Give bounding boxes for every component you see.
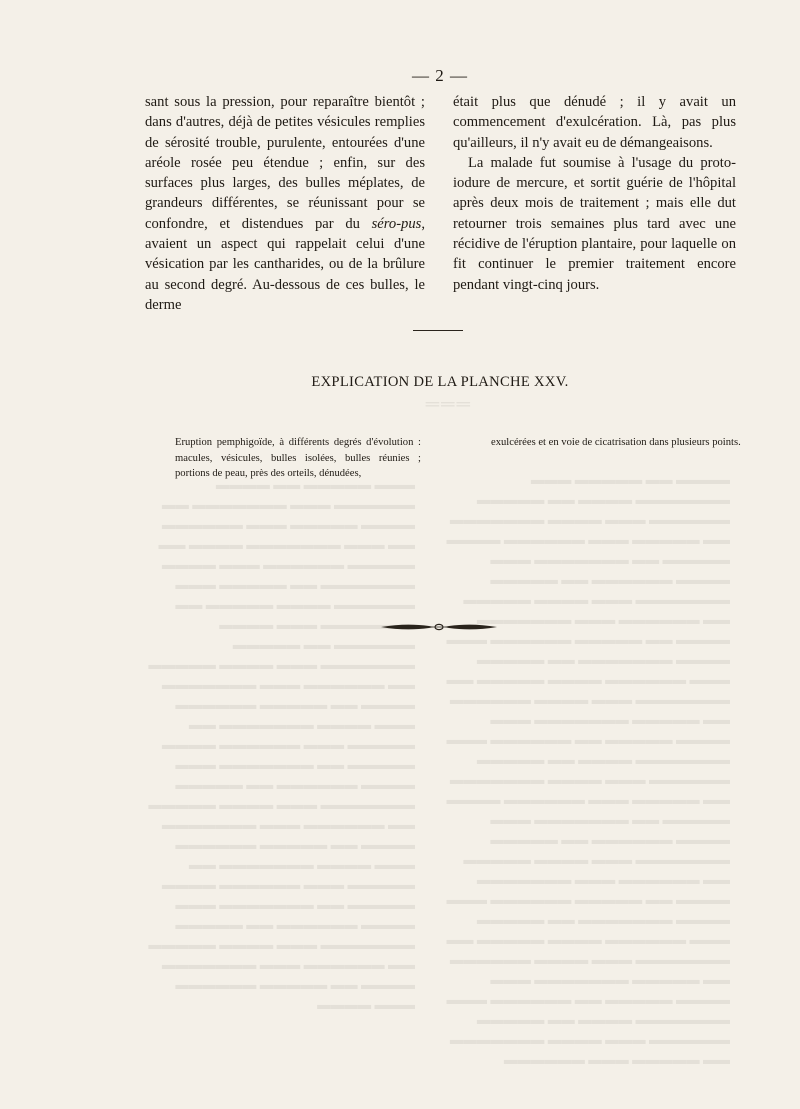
plate-explanation-left: [175, 435, 421, 482]
body-paragraph: sant sous la pression, pour reparaître bientôt ; dans d'autres, déjà de petites vésicules remplies de sérosité trouble, purulente, entourées d'une aréole rosée peu étendue ; enfin, sur des surfaces plus larges, des bulles méplates, de grandeurs différentes, se réunissant pour se confondre, et distendues par du séro-pus, avaient un aspect qui rappelait celui d'une vésication par les cantharides, ou de la brûlure au second degré. Au-dessous de ces bulles, le derme: [145, 94, 425, 313]
body-paragraph: était plus que dénudé ; il y avait un commencement d'exulcération. Là, pas plus qu'ailleurs, il n'y avait eu de démangeaisons.: [453, 94, 736, 151]
section-divider: [413, 330, 463, 331]
plate-heading: EXPLICATION DE LA PLANCHE XXV.: [311, 374, 569, 390]
plate-explanation-text: Eruption pemphigoïde, à différents degrés d'évolution : macules, vésicules, bulles isolées, bulles réunies ; portions de peau, près des orteils, dénudées,: [175, 437, 421, 479]
show-through-decoration: ═══: [423, 394, 470, 415]
ornament-flourish: [379, 618, 499, 636]
show-through-decoration: ▬▬▬ ▬▬▬▬▬ ▬▬ ▬▬▬▬ ▬▬▬▬▬▬ ▬▬▬ ▬▬▬▬▬▬▬ ▬▬ ▬▬▬▬ ▬▬▬▬▬ ▬▬▬ ▬▬▬▬▬▬ ▬▬ ▬▬▬ ▬▬▬▬▬▬▬ ▬▬▬▬ ▬▬ ▬▬▬▬▬ ▬▬▬▬▬▬ ▬▬▬ ▬▬▬▬ ▬▬▬▬▬▬▬ ▬▬ ▬▬▬▬▬ ▬▬▬ ▬▬▬▬▬▬ ▬▬▬▬ ▬▬▬▬▬ ▬▬ ▬▬▬▬▬▬▬ ▬▬▬ ▬▬▬▬ ▬▬▬▬▬▬ ▬▬ ▬▬▬▬▬ ▬▬▬▬▬▬▬ ▬▬▬ ▬▬▬▬ ▬▬▬▬▬ ▬▬ ▬▬▬▬▬▬ ▬▬▬ ▬▬▬▬▬▬▬ ▬▬▬▬ ▬▬ ▬▬▬▬▬ ▬▬▬▬▬▬ ▬▬▬ ▬▬▬▬ ▬▬▬▬▬▬▬ ▬▬ ▬▬▬▬▬ ▬▬▬ ▬▬▬▬▬▬ ▬▬▬▬ ▬▬▬▬▬ ▬▬ ▬▬▬▬▬▬▬ ▬▬▬ ▬▬▬▬ ▬▬▬▬▬▬ ▬▬ ▬▬▬▬▬ ▬▬▬▬▬▬▬ ▬▬▬ ▬▬▬▬ ▬▬▬▬▬ ▬▬ ▬▬▬▬▬▬ ▬▬▬ ▬▬▬▬▬▬▬ ▬▬▬▬ ▬▬ ▬▬▬▬▬ ▬▬▬▬▬▬ ▬▬▬ ▬▬▬▬ ▬▬▬▬▬▬▬ ▬▬ ▬▬▬▬▬ ▬▬▬ ▬▬▬▬▬▬ ▬▬▬▬ ▬▬▬▬▬ ▬▬ ▬▬▬▬▬▬▬ ▬▬▬ ▬▬▬▬ ▬▬▬▬▬▬ ▬▬ ▬▬▬▬▬ ▬▬▬▬▬▬▬ ▬▬▬ ▬▬▬▬ ▬▬▬▬▬ ▬▬ ▬▬▬▬▬▬ ▬▬▬ ▬▬▬▬▬▬▬ ▬▬▬▬ ▬▬ ▬▬▬▬▬ ▬▬▬▬▬▬ ▬▬▬ ▬▬▬▬: [148, 477, 415, 1012]
body-column-right: [453, 92, 736, 295]
page-number: — 2 —: [412, 66, 468, 85]
plate-explanation-right: [491, 435, 741, 451]
body-column-left: [145, 92, 425, 315]
show-through-decoration: ▬▬▬▬ ▬▬ ▬▬▬▬▬ ▬▬▬ ▬▬▬▬▬▬▬ ▬▬▬▬ ▬▬ ▬▬▬▬▬ ▬▬▬▬▬▬ ▬▬▬ ▬▬▬▬ ▬▬▬▬▬▬▬ ▬▬ ▬▬▬▬▬ ▬▬▬ ▬▬▬▬▬▬ ▬▬▬▬ ▬▬▬▬▬ ▬▬ ▬▬▬▬▬▬▬ ▬▬▬ ▬▬▬▬ ▬▬▬▬▬▬ ▬▬ ▬▬▬▬▬ ▬▬▬▬▬▬▬ ▬▬▬ ▬▬▬▬ ▬▬▬▬▬ ▬▬ ▬▬▬▬▬▬ ▬▬▬ ▬▬▬▬▬▬▬ ▬▬▬▬ ▬▬ ▬▬▬▬▬ ▬▬▬▬▬▬ ▬▬▬ ▬▬▬▬ ▬▬▬▬▬▬▬ ▬▬ ▬▬▬▬▬ ▬▬▬ ▬▬▬▬▬▬ ▬▬▬▬ ▬▬▬▬▬ ▬▬ ▬▬▬▬▬▬▬ ▬▬▬ ▬▬▬▬ ▬▬▬▬▬▬ ▬▬ ▬▬▬▬▬ ▬▬▬▬▬▬▬ ▬▬▬ ▬▬▬▬ ▬▬▬▬▬ ▬▬ ▬▬▬▬▬▬ ▬▬▬ ▬▬▬▬▬▬▬ ▬▬▬▬ ▬▬ ▬▬▬▬▬ ▬▬▬▬▬▬ ▬▬▬ ▬▬▬▬ ▬▬▬▬▬▬▬ ▬▬ ▬▬▬▬▬ ▬▬▬ ▬▬▬▬▬▬ ▬▬▬▬ ▬▬▬▬▬ ▬▬ ▬▬▬▬▬▬▬ ▬▬▬ ▬▬▬▬ ▬▬▬▬▬▬ ▬▬ ▬▬▬▬▬ ▬▬▬▬▬▬▬ ▬▬▬ ▬▬▬▬ ▬▬▬▬▬ ▬▬ ▬▬▬▬▬▬ ▬▬▬ ▬▬▬▬▬▬▬ ▬▬▬▬ ▬▬ ▬▬▬▬▬ ▬▬▬▬▬▬ ▬▬▬ ▬▬▬▬ ▬▬▬▬▬▬▬ ▬▬ ▬▬▬▬▬ ▬▬▬ ▬▬▬▬▬▬ ▬▬▬▬ ▬▬▬▬▬ ▬▬ ▬▬▬▬▬▬▬ ▬▬▬ ▬▬▬▬ ▬▬▬▬▬▬ ▬▬ ▬▬▬▬▬ ▬▬▬▬▬▬▬ ▬▬▬ ▬▬▬▬ ▬▬▬▬▬ ▬▬ ▬▬▬▬▬▬ ▬▬▬ ▬▬▬▬▬▬▬ ▬▬▬▬ ▬▬ ▬▬▬▬▬ ▬▬▬▬▬▬ ▬▬▬ ▬▬▬▬ ▬▬▬▬▬▬▬ ▬▬ ▬▬▬▬▬ ▬▬▬ ▬▬▬▬▬▬: [446, 472, 730, 1067]
plate-explanation-text: exulcérées et en voie de cicatrisation dans plusieurs points.: [491, 437, 741, 448]
body-paragraph: La malade fut soumise à l'usage du proto-iodure de mercure, et sortit guérie de l'hôpital après deux mois de traitement ; mais elle dut retourner trois semaines plus tard avec une récidive de l'éruption plantaire, pour laquelle on fit continuer le premier traitement encore pendant vingt-cinq jours.: [453, 154, 736, 293]
emphasized-term: séro-pus: [371, 215, 422, 232]
